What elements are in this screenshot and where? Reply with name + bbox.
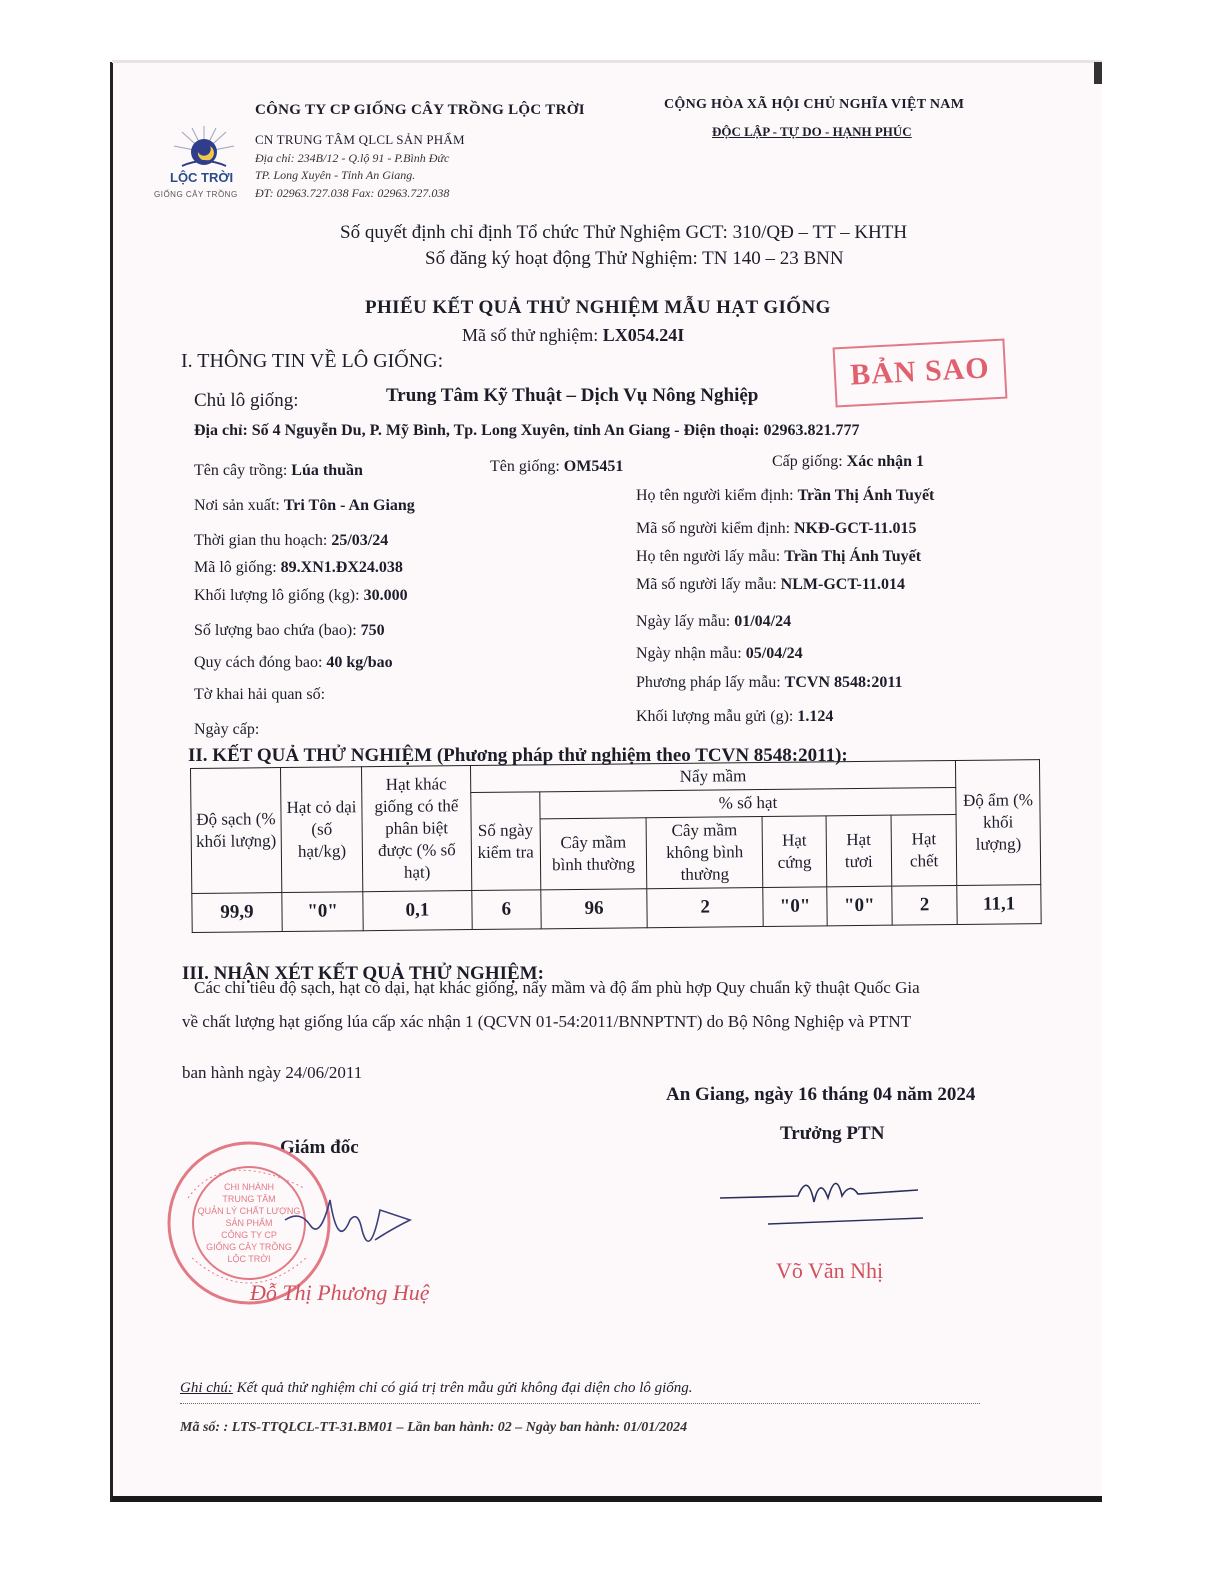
place-date: An Giang, ngày 16 tháng 04 năm 2024: [666, 1084, 976, 1105]
crop-field: Tên cây trồng: Lúa thuần: [194, 462, 363, 479]
corner-mark: [1094, 62, 1102, 84]
page-edge-bottom: [112, 1496, 1102, 1502]
lab-head-name: Võ Văn Nhị: [776, 1258, 884, 1283]
registration-number: Số đăng ký hoạt động Thử Nghiệm: TN 140 – 23 BNN: [425, 248, 844, 269]
value-purity: 99,9: [192, 893, 282, 933]
national-motto: ĐỘC LẬP - TỰ DO - HẠNH PHÚC: [712, 124, 912, 139]
header-percent-seeds: % số hạt: [540, 788, 957, 819]
test-code-label: Mã số thử nghiệm:: [462, 325, 599, 345]
value-abnormal-seedlings: 2: [647, 888, 764, 928]
sampling-method-field: Phương pháp lấy mẫu: TCVN 8548:2011: [636, 674, 903, 691]
section1-heading: I. THÔNG TIN VỀ LÔ GIỐNG:: [181, 350, 444, 372]
lab-head-title: Trưởng PTN: [780, 1123, 885, 1144]
value-moisture: 11,1: [957, 885, 1041, 925]
header-fresh-seeds: Hạt tươi: [826, 815, 892, 887]
footer-divider: [180, 1403, 980, 1404]
footer-note-label: Ghi chú:: [180, 1380, 233, 1396]
footer-note: [180, 1380, 693, 1397]
director-signature-icon: [280, 1180, 420, 1270]
sampler-field: Họ tên người lấy mẫu: Trần Thị Ánh Tuyết: [636, 548, 922, 565]
section2-method-note: (Phương pháp thử nghiệm theo TCVN 8548:2011):: [436, 745, 848, 766]
svg-text:CHI NHÁNH: CHI NHÁNH: [223, 1182, 275, 1192]
inspector-field: Họ tên người kiểm định: Trần Thị Ánh Tuyết: [636, 487, 935, 504]
header-other-varieties: Hạt khác giống có thể phân biệt được (% số hạt): [362, 766, 471, 893]
value-fresh-seeds: "0": [826, 887, 892, 927]
page-edge-left: [110, 62, 113, 1502]
svg-text:QUẢN LÝ CHẤT LƯỢNG: QUẢN LÝ CHẤT LƯỢNG: [197, 1206, 301, 1216]
sample-weight-field: Khối lượng mẫu gửi (g): 1.124: [636, 708, 834, 725]
issue-date-field: Ngày cấp:: [194, 721, 260, 738]
logo-name: LỘC TRỜI: [170, 170, 234, 185]
lab-head-signature-icon: [718, 1162, 928, 1232]
conclusion-line-2: về chất lượng hạt giống lúa cấp xác nhận 1 (QCVN 01-54:2011/BNNPTNT) do Bộ Nông Nghiệp và PTNT: [182, 1012, 912, 1031]
value-dead-seeds: 2: [892, 886, 958, 926]
received-date-field: Ngày nhận mẫu: 05/04/24: [636, 645, 803, 662]
origin-field: Nơi sản xuất: Tri Tôn - An Giang: [194, 497, 415, 514]
copy-stamp: BẢN SAO: [833, 339, 1008, 408]
test-code-value: LX054.24I: [602, 325, 685, 345]
inspector-id-field: Mã số người kiểm định: NKĐ-GCT-11.015: [636, 520, 917, 537]
value-other-varieties: 0,1: [363, 891, 472, 931]
header-abnormal-seedlings: Cây mầm không bình thường: [646, 817, 763, 889]
form-code: Mã số: : LTS-TTQLCL-TT-31.BM01 – Lần ban hành: 02 – Ngày ban hành: 01/01/2024: [180, 1420, 688, 1435]
sample-date-field: Ngày lấy mẫu: 01/04/24: [636, 613, 792, 630]
company-phone: ĐT: 02963.727.038 Fax: 02963.727.038: [255, 186, 450, 200]
conclusion-line-1: Các chỉ tiêu độ sạch, hạt cỏ dại, hạt khác giống, nẩy mầm và độ ẩm phù hợp Quy chuẩn kỹ thuật Quốc Gia: [194, 978, 920, 997]
value-test-days: 6: [471, 890, 541, 930]
customs-field: Tờ khai hải quan số:: [194, 686, 326, 703]
bags-field: Số lượng bao chứa (bao): 750: [194, 622, 385, 639]
header-weed-seeds: Hạt cỏ dại (số hạt/kg): [280, 767, 363, 893]
lot-weight-field: Khối lượng lô giống (kg): 30.000: [194, 587, 408, 604]
owner-value: Trung Tâm Kỹ Thuật – Dịch Vụ Nông Nghiệp: [386, 385, 759, 406]
value-weed-seeds: "0": [282, 892, 364, 932]
director-name: Đỗ Thị Phương Huệ: [250, 1280, 430, 1305]
page-edge-top: [112, 60, 1102, 63]
header-purity: Độ sạch (% khối lượng): [191, 768, 282, 894]
table-row: [192, 885, 1041, 933]
test-code-line: [462, 325, 684, 346]
header-hard-seeds: Hạt cứng: [762, 816, 826, 888]
header-test-days: Số ngày kiểm tra: [470, 792, 540, 891]
lot-field: Mã lô giống: 89.XN1.ĐX24.038: [194, 559, 403, 576]
packing-field: Quy cách đóng bao: 40 kg/bao: [194, 654, 393, 671]
value-hard-seeds: "0": [763, 887, 827, 927]
branch-name: CN TRUNG TÂM QLCL SẢN PHẨM: [255, 132, 465, 147]
footer-note-text: Kết quả thử nghiệm chỉ có giá trị trên mẫu gửi không đại diện cho lô giống.: [236, 1380, 693, 1396]
header-germination: Nẩy mầm: [470, 760, 956, 792]
svg-text:SẢN PHẨM: SẢN PHẨM: [225, 1218, 273, 1228]
header-normal-seedlings: Cây mầm bình thường: [540, 818, 647, 890]
national-title: CỘNG HÒA XÃ HỘI CHỦ NGHĨA VIỆT NAM: [664, 97, 965, 112]
owner-label: Chủ lô giống:: [194, 390, 299, 411]
section2-heading: II. KẾT QUẢ THỬ NGHIỆM (Phương pháp thử nghiệm theo TCVN 8548:2011):: [188, 745, 848, 766]
svg-text:GIỐNG CÂY TRỒNG: GIỐNG CÂY TRỒNG: [206, 1242, 292, 1252]
value-normal-seedlings: 96: [541, 889, 648, 929]
company-city: TP. Long Xuyên - Tỉnh An Giang.: [255, 168, 416, 182]
harvest-field: Thời gian thu hoạch: 25/03/24: [194, 532, 389, 549]
variety-field: Tên giống: OM5451: [490, 458, 624, 475]
conclusion-line-3: ban hành ngày 24/06/2011: [182, 1063, 363, 1082]
sampler-id-field: Mã số người lấy mẫu: NLM-GCT-11.014: [636, 576, 905, 593]
svg-text:LỘC TRỜI: LỘC TRỜI: [227, 1254, 271, 1264]
company-name: CÔNG TY CP GIỐNG CÂY TRỒNG LỘC TRỜI: [255, 102, 585, 118]
document-title: PHIẾU KẾT QUẢ THỬ NGHIỆM MẪU HẠT GIỐNG: [365, 297, 831, 318]
grade-field: Cấp giống: Xác nhận 1: [772, 453, 925, 470]
section3-heading: III. NHẬN XÉT KẾT QUẢ THỬ NGHIỆM:: [182, 963, 544, 984]
owner-address: Địa chỉ: Số 4 Nguyễn Du, P. Mỹ Bình, Tp. Long Xuyên, tỉnh An Giang - Điện thoại: 02963.821.777: [194, 422, 860, 439]
logo-tagline: GIỐNG CÂY TRỒNG: [154, 190, 238, 199]
decision-number: Số quyết định chỉ định Tổ chức Thử Nghiệm GCT: 310/QĐ – TT – KHTH: [340, 222, 908, 243]
header-dead-seeds: Hạt chết: [891, 815, 957, 887]
header-moisture: Độ ẩm (% khối lượng): [956, 760, 1041, 886]
test-results-table: [190, 759, 1042, 933]
svg-text:CÔNG TY CP: CÔNG TY CP: [221, 1230, 277, 1240]
director-title: Giám đốc: [280, 1137, 359, 1158]
svg-text:TRUNG TÂM: TRUNG TÂM: [222, 1194, 276, 1204]
company-address: Địa chỉ: 234B/12 - Q.lộ 91 - P.Bình Đức: [255, 151, 450, 165]
